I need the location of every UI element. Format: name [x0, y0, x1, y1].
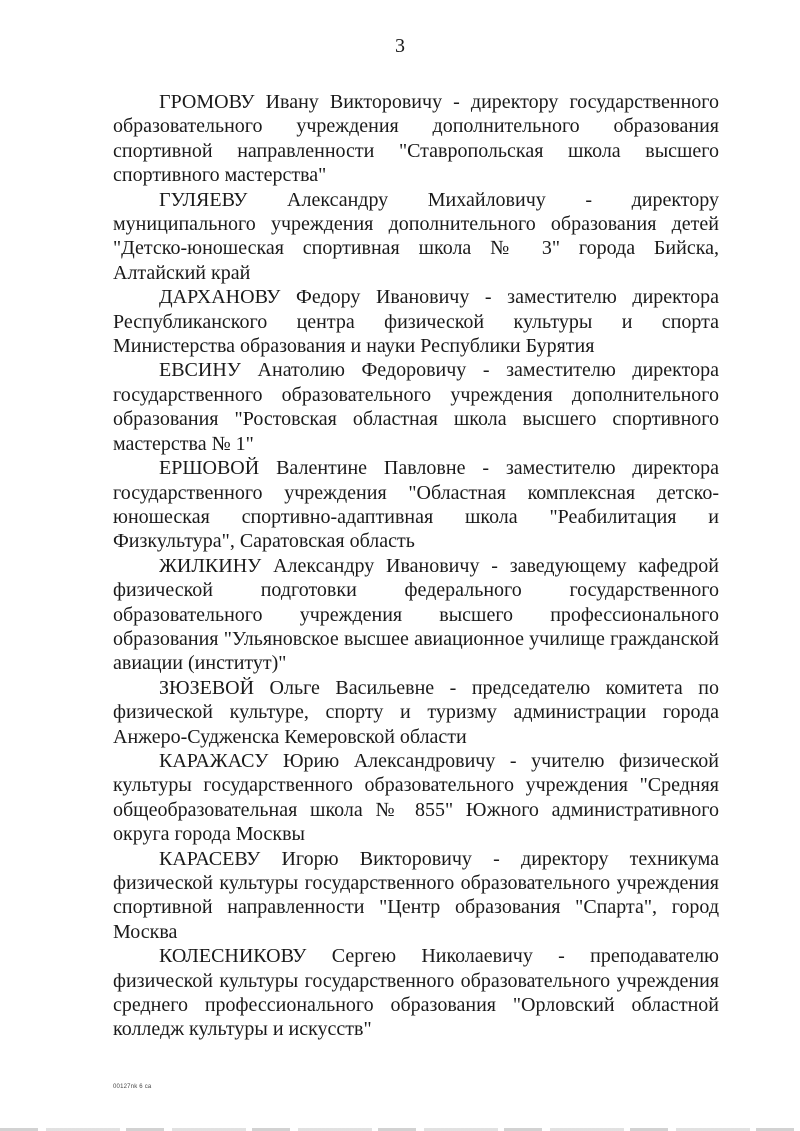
list-item: ЕРШОВОЙ Валентине Павловне - заместителю директора государственного учреждения "Областная комплексная детско-юношеская спортивно-адаптивная школа "Реабилитация и Физкультура", Саратовская область [113, 457, 719, 553]
list-item: ЗЮЗЕВОЙ Ольге Васильевне - председателю комитета по физической культуре, спорту и туризму администрации города Анжеро-Судженска Кемеровской области [113, 676, 719, 748]
list-item: ЖИЛКИНУ Александру Ивановичу - заведующему кафедрой физической подготовки федерального государственного образовательного учреждения высшего профессионального образования "Ульяновское высшее авиационное училище гражданской авиации (институт)" [113, 554, 719, 675]
list-item: ДАРХАНОВУ Федору Ивановичу - заместителю директора Республиканского центра физической культуры и спорта Министерства образования и науки Республики Бурятия [113, 286, 719, 358]
list-item: КАРАСЕВУ Игорю Викторовичу - директору техникума физической культуры государственного образовательного учреждения спортивной направленности "Центр образования "Спарта", город Москва [113, 847, 719, 943]
list-item: КАРАЖАСУ Юрию Александровичу - учителю физической культуры государственного образовательного учреждения "Средняя общеобразовательная школа № 855" Южного административного округа города Москвы [113, 749, 719, 846]
list-item: КОЛЕСНИКОВУ Сергею Николаевичу - преподавателю физической культуры государственного образовательного учреждения среднего профессионального образования "Орловский областной колледж культуры и искусств" [113, 945, 719, 1041]
award-list [113, 90, 719, 1042]
list-item: ГУЛЯЕВУ Александру Михайловичу - директору муниципального учреждения дополнительного образования детей "Детско-юношеская спортивная школа № 3" города Бийска, Алтайский край [113, 188, 719, 284]
page-number: 3 [395, 35, 405, 57]
list-item: ЕВСИНУ Анатолию Федоровичу - заместителю директора государственного образовательного учреждения дополнительного образования "Ростовская областная школа высшего спортивного мастерства № 1" [113, 359, 719, 455]
document-code: 00127nk 6 ca [113, 1084, 152, 1090]
list-item: ГРОМОВУ Ивану Викторовичу - директору государственного образовательного учреждения дополнительного образования спортивной направленности "Ставропольская школа высшего спортивного мастерства" [113, 91, 719, 187]
